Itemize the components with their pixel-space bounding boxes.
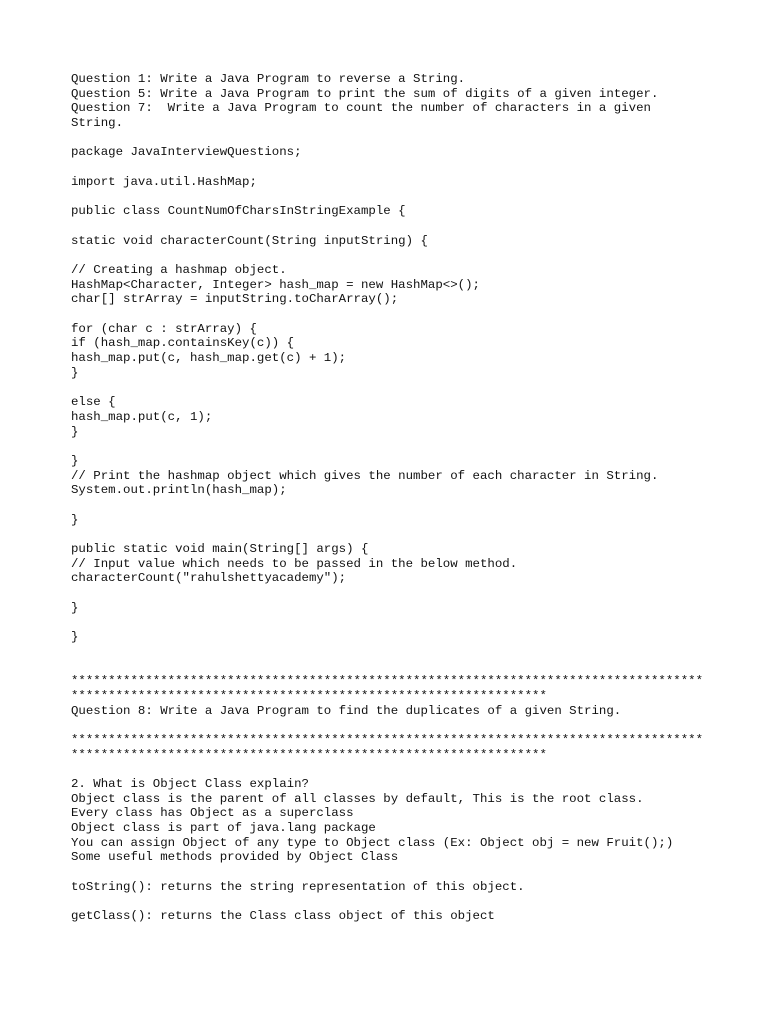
text-line: toString(): returns the string representation of this object. [71, 879, 525, 894]
text-line: // Creating a hashmap object. [71, 262, 287, 277]
blank-line [71, 190, 711, 205]
text-line: Question 8: Write a Java Program to find the duplicates of a given String. [71, 703, 622, 718]
text-line: } [71, 512, 79, 527]
text-line: Question 7: Write a Java Program to count the number of characters in a given [71, 101, 651, 116]
blank-line [71, 439, 711, 454]
text-line: getClass(): returns the Class class object of this object [71, 909, 495, 924]
text-line: else { [71, 395, 116, 410]
text-line: ************************************************************************************* [71, 732, 704, 747]
text-line: // Print the hashmap object which gives the number of each character in String. [71, 468, 659, 483]
text-line: hash_map.put(c, hash_map.get(c) + 1); [71, 351, 347, 366]
text-line: } [71, 424, 79, 439]
blank-line [71, 895, 711, 910]
text-line: public static void main(String[] args) { [71, 542, 369, 556]
text-line: } [71, 365, 79, 380]
blank-line [71, 219, 711, 234]
text-line: for (char c : strArray) { [71, 321, 257, 336]
blank-line [71, 718, 711, 733]
text-line: if (hash_map.containsKey(c)) { [71, 336, 295, 351]
text-line: Object class is the parent of all classes by default, This is the root class. [71, 791, 644, 806]
text-line: System.out.println(hash_map); [71, 483, 287, 498]
text-line: You can assign Object of any type to Object class (Ex: Object obj = new Fruit();) [71, 835, 674, 850]
text-line: import java.util.HashMap; [71, 174, 257, 189]
text-line: Question 5: Write a Java Program to print the sum of digits of a given integer. [71, 86, 659, 101]
text-line: HashMap<Character, Integer> hash_map = new HashMap<>(); [71, 277, 480, 292]
blank-line [71, 248, 711, 263]
blank-line [71, 527, 711, 542]
text-line: } [71, 600, 79, 615]
text-line: hash_map.put(c, 1); [71, 409, 213, 424]
text-line: 2. What is Object Class explain? [71, 777, 309, 791]
text-line: } [71, 453, 79, 468]
blank-line [71, 498, 711, 513]
text-line: Question 1: Write a Java Program to reverse a String. [71, 72, 466, 86]
blank-line [71, 865, 711, 880]
blank-line [71, 660, 711, 675]
text-line: String. [71, 116, 124, 131]
text-line: char[] strArray = inputString.toCharArray(); [71, 292, 399, 307]
blank-line [71, 586, 711, 601]
text-line: public class CountNumOfCharsInStringExample { [71, 204, 406, 219]
text-line: } [71, 630, 79, 645]
text-line: ************************************************************************************* [71, 674, 704, 689]
text-line: package JavaInterviewQuestions; [71, 145, 302, 160]
text-line: **************************************************************** [71, 747, 547, 762]
text-line: Every class has Object as a superclass [71, 806, 354, 821]
text-line: characterCount("rahulshettyacademy"); [71, 571, 347, 586]
blank-line [71, 160, 711, 175]
text-line: // Input value which needs to be passed in the below method. [71, 556, 518, 571]
document-page [71, 72, 711, 924]
blank-line [71, 615, 711, 630]
blank-line [71, 307, 711, 322]
text-line: **************************************************************** [71, 688, 547, 703]
text-line: static void characterCount(String inputString) { [71, 233, 428, 248]
text-line: Some useful methods provided by Object Class [71, 850, 399, 865]
text-line: Object class is part of java.lang package [71, 821, 376, 836]
blank-line [71, 645, 711, 660]
blank-line [71, 762, 711, 777]
blank-line [71, 380, 711, 395]
blank-line [71, 131, 711, 146]
